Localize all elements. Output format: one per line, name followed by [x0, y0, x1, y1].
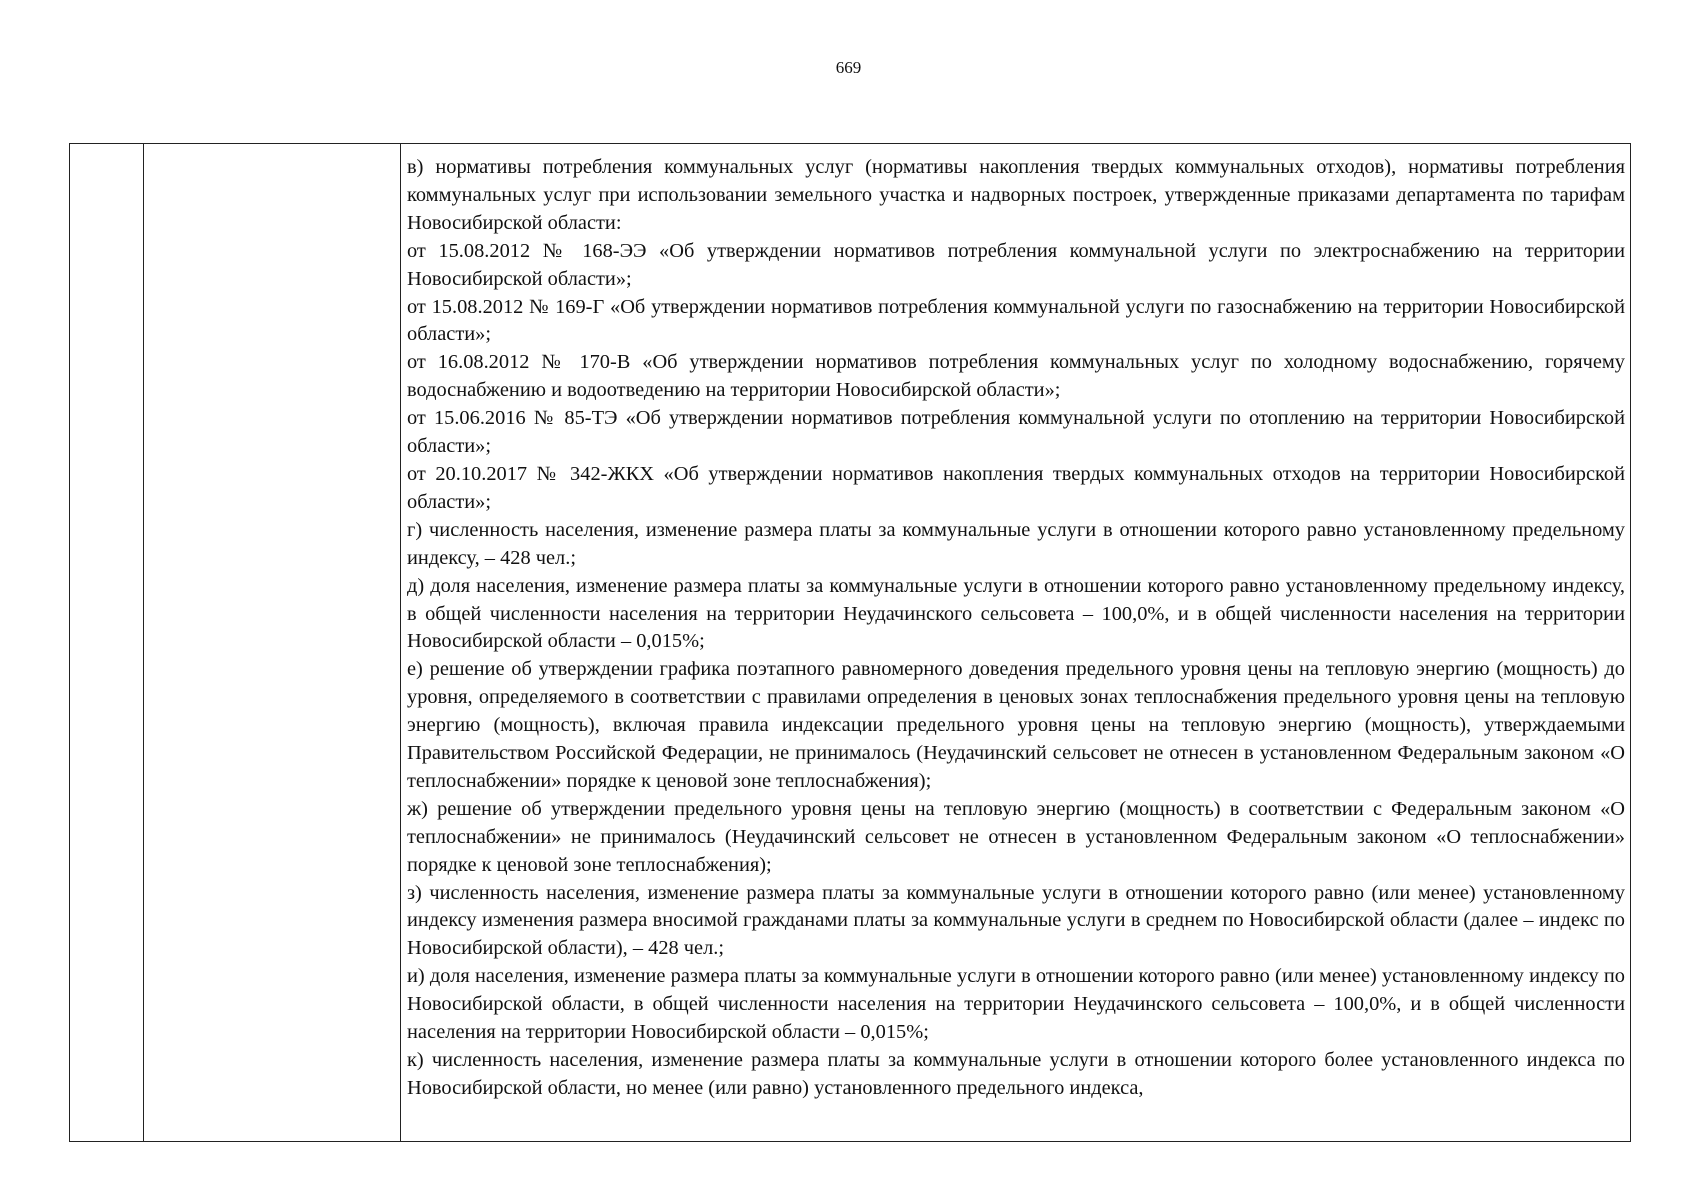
paragraph-k: к) численность населения, изменение размера платы за коммунальные услуги в отношении которого более установленного индекса по Новосибирской области, но менее (или равно) установленного предельного индекса,: [407, 1049, 1625, 1099]
paragraph-g: г) численность населения, изменение размера платы за коммунальные услуги в отношении которого равно установленному предельному индексу, – 428 чел.;: [407, 518, 1625, 569]
document-table: [69, 143, 1631, 1142]
table-column-content: [401, 144, 1630, 1141]
paragraph-order-342: от 20.10.2017 № 342-ЖКХ «Об утверждении нормативов накопления твердых коммунальных отходов на территории Новосибирской области»;: [407, 462, 1625, 513]
paragraph-v: в) нормативы потребления коммунальных услуг (нормативы накопления твердых коммунальных отходов), нормативы потребления коммунальных услуг при использовании земельного участка и надворных построек, утвержденные приказами департамента по тарифам Новосибирской области:: [407, 156, 1625, 234]
paragraph-i: и) доля населения, изменение размера платы за коммунальные услуги в отношении которого равно (или менее) установленному индексу по Новосибирской области, в общей численности населения на территории Неудачинского сельсовета – 100,0%, и в общей численности населения на территории Новосибирской области – 0,015%;: [407, 965, 1625, 1044]
paragraph-order-170: от 16.08.2012 № 170-В «Об утверждении нормативов потребления коммунальных услуг по холодному водоснабжению, горячему водоснабжению и водоотведению на территории Новосибирской области»;: [407, 351, 1625, 402]
paragraph-z: з) численность населения, изменение размера платы за коммунальные услуги в отношении которого равно (или менее) установленному индексу изменения размера вносимой гражданами платы за коммунальные услуги в среднем по Новосибирской области (далее – индекс по Новосибирской области), – 428 чел.;: [407, 881, 1625, 960]
paragraph-e: е) решение об утверждении графика поэтапного равномерного доведения предельного уровня цены на тепловую энергию (мощность) до уровня, определяемого в соответствии с правилами определения в ценовых зонах теплоснабжения предельного уровня цены на тепловую энергию (мощность), включая правила индексации предельного уровня цены на тепловую энергию (мощность), утверждаемыми Правительством Российской Федерации, не принималось (Неудачинский сельсовет не отнесен в установленном Федеральным законом «О теплоснабжении» порядке к ценовой зоне теплоснабжения);: [407, 658, 1625, 792]
paragraph-order-85: от 15.06.2016 № 85-ТЭ «Об утверждении нормативов потребления коммунальной услуги по отоплению на территории Новосибирской области»;: [407, 407, 1625, 458]
page-number: 669: [835, 58, 862, 77]
paragraph-d: д) доля населения, изменение размера платы за коммунальные услуги в отношении которого равно установленному предельному индексу, в общей численности населения на территории Неудачинского сельсовета – 100,0%, и в общей численности населения на территории Новосибирской области – 0,015%;: [407, 574, 1625, 653]
paragraph-zh: ж) решение об утверждении предельного уровня цены на тепловую энергию (мощность) в соответствии с Федеральным законом «О теплоснабжении» не принималось (Неудачинский сельсовет не отнесен в установленном Федеральным законом «О теплоснабжении» порядке к ценовой зоне теплоснабжения);: [407, 797, 1625, 876]
paragraph-order-168: от 15.08.2012 № 168-ЭЭ «Об утверждении нормативов потребления коммунальной услуги по электроснабжению на территории Новосибирской области»;: [407, 239, 1625, 290]
paragraph-order-169: от 15.08.2012 № 169-Г «Об утверждении нормативов потребления коммунальной услуги по газоснабжению на территории Новосибирской области»;: [407, 295, 1625, 346]
table-column-name: [144, 144, 401, 1141]
table-column-number: [70, 144, 144, 1141]
